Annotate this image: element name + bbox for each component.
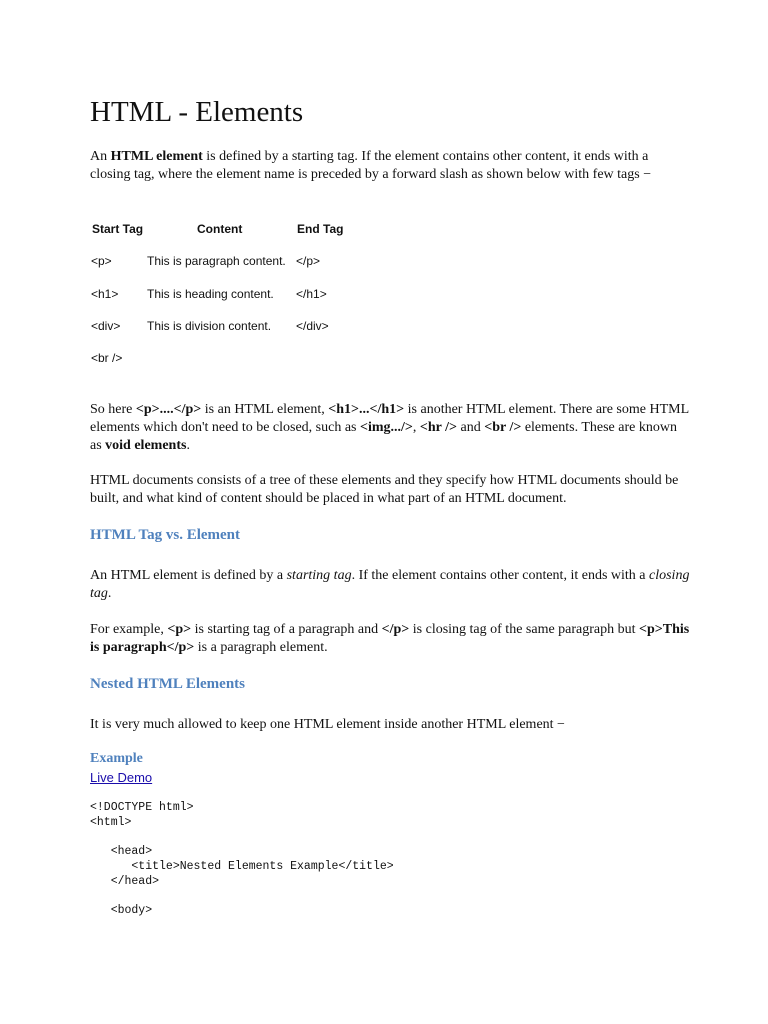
- text: An: [90, 149, 111, 164]
- intro-paragraph: [90, 148, 690, 184]
- void-elements-paragraph: [90, 401, 690, 455]
- code-block: <!DOCTYPE html> <html> <head> <title>Nested Elements Example</title> </head> <body>: [90, 801, 394, 917]
- page-title: HTML - Elements: [90, 96, 304, 128]
- bold-term: <p>This is paragraph</p>: [90, 622, 690, 655]
- bold-term: <p>....</p>: [135, 402, 202, 417]
- table-cell-content: This is heading content.: [147, 287, 274, 301]
- text: .: [186, 438, 190, 453]
- text: is a paragraph element.: [194, 640, 328, 655]
- section-heading-nested: Nested HTML Elements: [90, 676, 245, 692]
- text: For example,: [90, 622, 168, 637]
- text: . If the element contains other content, it ends with a: [351, 568, 649, 583]
- table-cell-start: <p>: [91, 254, 112, 268]
- tree-paragraph: HTML documents consists of a tree of these elements and they specify how HTML documents should be built, and what kind of content should be placed in what part of an HTML document.: [90, 473, 679, 506]
- bold-term: HTML element: [110, 149, 203, 164]
- text: is closing tag of the same paragraph but: [409, 622, 640, 637]
- example-heading: Example: [90, 751, 143, 766]
- table-cell-end: </div>: [296, 319, 329, 333]
- example-paragraph: [90, 621, 690, 657]
- table-cell-end: </p>: [296, 254, 321, 268]
- table-cell-end: </h1>: [296, 287, 327, 301]
- bold-term: <hr />: [419, 420, 458, 435]
- text: is defined by a starting tag. If the element contains other content, it ends with a closing tag, where the element name is preceded by a forward slash as shown below with few tags −: [90, 149, 652, 182]
- text: ,: [412, 420, 420, 435]
- table-header-end-tag: End Tag: [297, 222, 344, 236]
- section-heading-tag-vs-element: HTML Tag vs. Element: [90, 527, 241, 543]
- bold-term: <img.../>: [360, 420, 413, 435]
- table-cell-start: <h1>: [91, 287, 119, 301]
- table-cell-content: This is paragraph content.: [147, 254, 286, 268]
- text: is starting tag of a paragraph and: [191, 622, 382, 637]
- italic-term: closing tag: [90, 568, 690, 601]
- text: .: [107, 586, 112, 601]
- tag-vs-element-paragraph: [90, 567, 690, 603]
- text: is another HTML element. There are some HTML elements which don't need to be closed, such as: [90, 402, 689, 435]
- text: and: [457, 420, 485, 435]
- bold-term: <p>: [167, 622, 192, 637]
- live-demo-link[interactable]: Live Demo: [90, 770, 153, 785]
- bold-term: <br />: [484, 420, 522, 435]
- text: An HTML element is defined by a: [90, 568, 287, 583]
- table-cell-start: <br />: [91, 351, 123, 365]
- nested-paragraph: It is very much allowed to keep one HTML element inside another HTML element −: [90, 717, 565, 732]
- italic-term: starting tag: [286, 568, 352, 583]
- bold-term: </p>: [381, 622, 410, 637]
- bold-term: void elements: [105, 438, 187, 453]
- table-header-content: Content: [197, 222, 243, 236]
- text: So here: [90, 402, 136, 417]
- text: elements. These are known as: [90, 420, 677, 453]
- bold-term: <h1>...</h1>: [328, 402, 405, 417]
- table-cell-content: This is division content.: [147, 319, 272, 333]
- table-header-start-tag: Start Tag: [92, 222, 144, 236]
- text: is an HTML element,: [201, 402, 329, 417]
- table-cell-start: <div>: [91, 319, 121, 333]
